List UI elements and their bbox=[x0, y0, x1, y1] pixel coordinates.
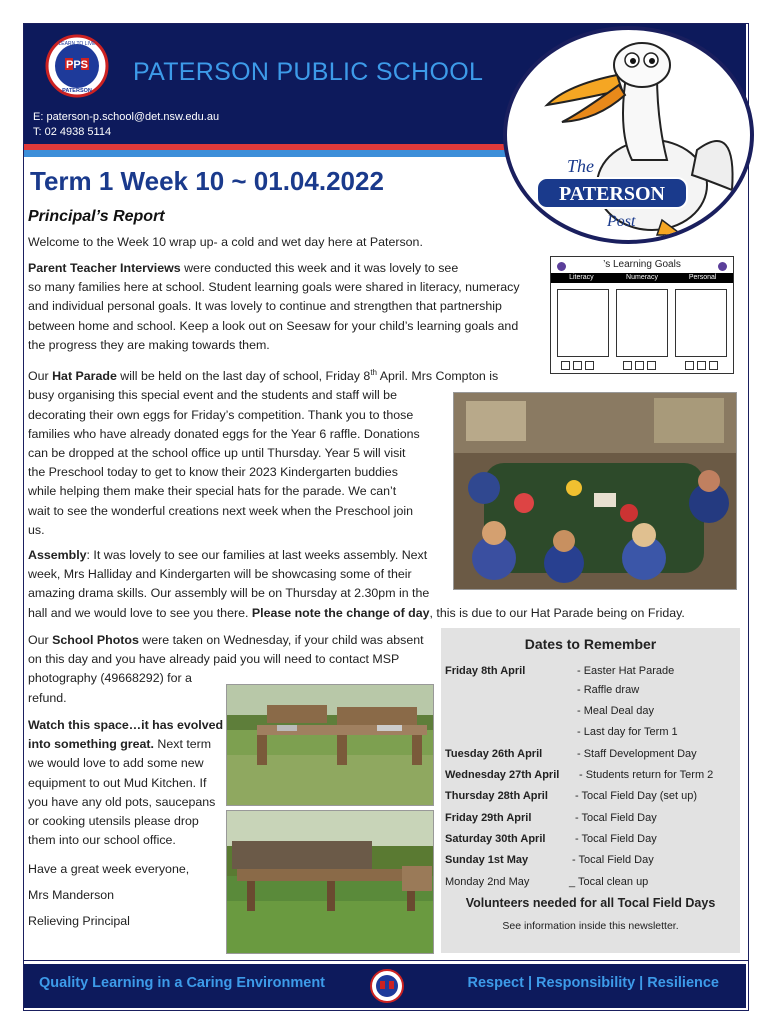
footer-crest-logo bbox=[369, 968, 405, 1004]
pti-line-4: between home and school. Keep a look out on Seesaw for your child’s learning goals and bbox=[28, 318, 519, 333]
dates-to-remember-box bbox=[441, 628, 740, 953]
assembly-change-day-bold: Please note the change of day bbox=[251, 605, 430, 620]
hat-line-7: while helping them make their special hats for the parade. We can’t bbox=[28, 484, 397, 499]
welcome-paragraph: Welcome to the Week 10 wrap up- a cold and wet day here at Paterson. bbox=[28, 235, 423, 249]
goal-box-numeracy bbox=[616, 289, 668, 357]
date-event: - Tocal Field Day (set up) bbox=[575, 790, 698, 802]
date-event: - Students return for Term 2 bbox=[579, 769, 714, 781]
date-label: Saturday 30th April bbox=[445, 833, 546, 845]
hat-line-6: the Preschool today to get to know their 2023 Kindergarten buddies bbox=[28, 465, 398, 480]
hat-prefix: Our bbox=[28, 369, 53, 384]
hat-line-1a: will be held on the last day of school, Friday 8 bbox=[116, 369, 371, 384]
hat-bold: Hat Parade bbox=[52, 369, 117, 384]
date-label: Thursday 28th April bbox=[445, 790, 548, 802]
mud-kitchen-photo-2 bbox=[226, 810, 434, 954]
signoff-role: Relieving Principal bbox=[28, 914, 130, 928]
date-label: Wednesday 27th April bbox=[445, 769, 560, 781]
masthead-the: The bbox=[567, 156, 594, 176]
assembly-line-3: amazing drama skills. Our assembly will be on Thursday at 2.30pm in the bbox=[28, 586, 430, 601]
date-label: Friday 29th April bbox=[445, 812, 532, 824]
crest-bottom-text: PATERSON bbox=[62, 88, 92, 94]
watch-line-2: we would love to add some new bbox=[28, 756, 204, 771]
goals-card-title: ’s Learning Goals bbox=[603, 259, 681, 270]
date-label: Sunday 1st May bbox=[445, 854, 529, 866]
crest-letters: PPS bbox=[65, 59, 89, 71]
signoff-name: Mrs Manderson bbox=[28, 888, 115, 902]
date-event: - Tocal Field Day bbox=[572, 854, 654, 866]
watch-line-3: equipment to out Mud Kitchen. If bbox=[28, 775, 207, 790]
hat-line-5: can be dropped at the school office up until Thursday. Year 5 will visit bbox=[28, 445, 406, 460]
date-label: Monday 2nd May bbox=[445, 876, 530, 888]
crest-top-text: LEARN TO LIVE bbox=[58, 41, 96, 47]
goal-checkboxes-literacy bbox=[561, 361, 594, 370]
goal-box-literacy bbox=[557, 289, 609, 357]
school-name: PATERSON PUBLIC SCHOOL bbox=[133, 58, 484, 86]
pti-line-5: the progress they are making towards them. bbox=[28, 337, 270, 352]
date-event: - Meal Deal day bbox=[577, 705, 655, 717]
date-event: - Staff Development Day bbox=[577, 748, 697, 760]
photos-line-2: on this day and you have already paid you will need to contact MSP bbox=[28, 652, 400, 667]
date-event: - Tocal Field Day bbox=[575, 812, 657, 824]
goals-col-literacy: Literacy bbox=[569, 274, 594, 281]
volunteers-notice: Volunteers needed for all Tocal Field Days bbox=[465, 896, 716, 910]
goal-box-personal bbox=[675, 289, 727, 357]
goals-column-bar bbox=[551, 273, 733, 283]
learning-goals-card bbox=[550, 256, 734, 374]
mud-kitchen-paragraph bbox=[28, 716, 223, 850]
school-crest-logo bbox=[45, 34, 109, 98]
assembly-paragraph bbox=[28, 546, 685, 623]
date-event: - Last day for Term 1 bbox=[577, 726, 678, 738]
date-label: Tuesday 26th April bbox=[445, 748, 543, 760]
goal-checkboxes-numeracy bbox=[623, 361, 656, 370]
photos-line-3: photography (49668292) for a bbox=[28, 671, 192, 686]
pti-line-2: so many families here at school. Student learning goals were shared in literacy, numeracy bbox=[28, 280, 520, 295]
pti-line-1: were conducted this week and it was lovely to see bbox=[180, 261, 459, 275]
see-info-note: See information inside this newsletter. bbox=[502, 920, 679, 932]
photos-prefix: Our bbox=[28, 633, 53, 647]
date-event: - Easter Hat Parade bbox=[577, 665, 675, 677]
hat-line-4: families who have already donated eggs for the Year 6 raffle. Donations bbox=[28, 426, 420, 441]
goals-col-personal: Personal bbox=[688, 274, 717, 281]
date-event: - Tocal Field Day bbox=[575, 833, 657, 845]
closing-line: Have a great week everyone, bbox=[28, 862, 190, 876]
footer-motto-left: Quality Learning in a Caring Environment bbox=[39, 975, 326, 991]
date-event: _ Tocal clean up bbox=[569, 876, 649, 888]
watch-bold-2: into something great. bbox=[28, 737, 154, 752]
pti-line-3: and individual personal goals. It was lovely to continue and strengthen that partnership bbox=[28, 299, 502, 314]
assembly-line-4c: , this is due to our Hat Parade being on Friday. bbox=[429, 605, 685, 620]
assembly-bold: Assembly bbox=[28, 548, 87, 562]
watch-line-6: them into our school office. bbox=[28, 833, 176, 848]
hat-line-2: busy organising this special event and the students and staff will be bbox=[28, 388, 397, 403]
watch-line-4: you have any old pots, saucepans bbox=[28, 794, 216, 809]
date-event: - Raffle draw bbox=[577, 684, 640, 696]
contact-details bbox=[33, 110, 219, 140]
watch-bold-1: Watch this space…it has evolved bbox=[28, 718, 224, 732]
masthead-post: Post bbox=[607, 213, 636, 230]
mud-kitchen-photo-1 bbox=[226, 684, 434, 806]
date-label: Friday 8th April bbox=[445, 665, 526, 677]
pti-bold: Parent Teacher Interviews bbox=[28, 261, 181, 275]
watch-line-1b: Next term bbox=[153, 737, 212, 752]
masthead-name: PATERSON bbox=[559, 183, 665, 205]
photos-bold: School Photos bbox=[52, 633, 139, 647]
hat-sup: th bbox=[370, 368, 377, 377]
email-text: E: paterson-p.school@det.nsw.edu.au bbox=[33, 111, 220, 123]
term-title: Term 1 Week 10 ~ 01.04.2022 bbox=[30, 166, 384, 196]
goals-col-numeracy: Numeracy bbox=[626, 274, 658, 281]
photos-line-1: were taken on Wednesday, if your child was absent bbox=[138, 633, 424, 647]
photos-line-4: refund. bbox=[28, 690, 67, 705]
principals-report-heading: Principal’s Report bbox=[28, 208, 165, 225]
hat-line-3: decorating their own eggs for Friday’s competition. Thank you to those bbox=[28, 407, 414, 422]
footer-values-right: Respect | Responsibility | Resilience bbox=[467, 975, 719, 991]
phone-text: T: 02 4938 5114 bbox=[33, 126, 112, 138]
assembly-line-2: week, Mrs Halliday and Kindergarten will be showcasing some of their bbox=[28, 567, 412, 582]
goal-checkboxes-personal bbox=[685, 361, 718, 370]
assembly-line-1: : It was lovely to see our families at last weeks assembly. Next bbox=[86, 548, 428, 562]
pti-paragraph bbox=[28, 259, 520, 355]
hat-line-8: wait to see the wonderful creations next week when the Preschool join bbox=[28, 503, 414, 518]
dates-title: Dates to Remember bbox=[524, 636, 657, 652]
assembly-line-4a: hall and we would love to see you there. bbox=[28, 605, 252, 620]
hat-parade-paragraph bbox=[28, 363, 498, 540]
watch-line-5: or cooking utensils please drop bbox=[28, 814, 199, 829]
footer-banner bbox=[24, 964, 746, 1008]
hat-line-1b: April. Mrs Compton is bbox=[377, 369, 499, 384]
hat-line-9: us. bbox=[28, 522, 45, 537]
